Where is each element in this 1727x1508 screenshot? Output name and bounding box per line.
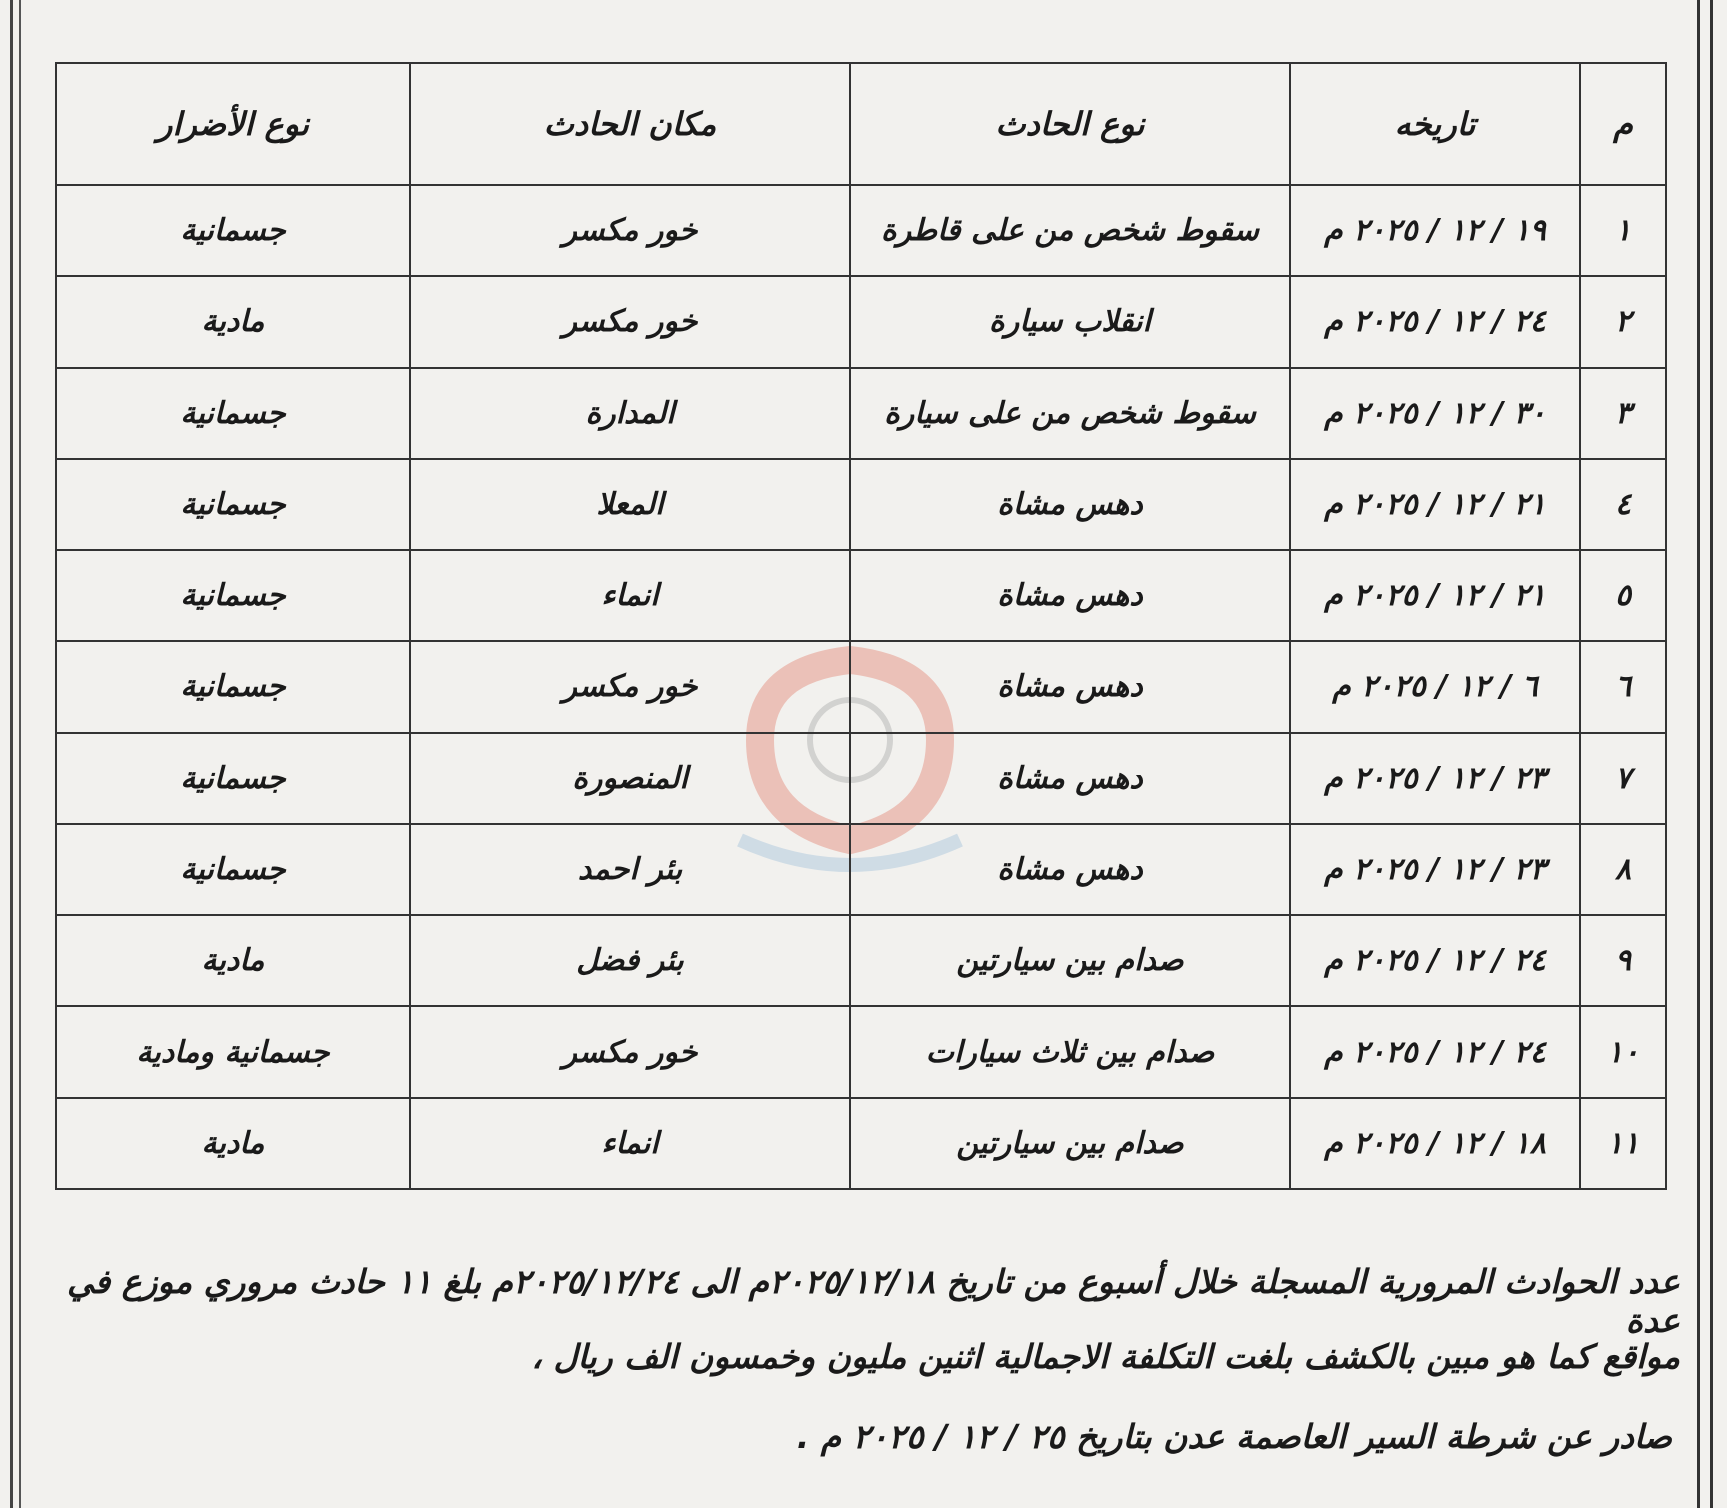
cell-place: المدارة <box>410 368 850 459</box>
table-row <box>56 824 1666 915</box>
cell-place: المعلا <box>410 459 850 550</box>
table-row <box>56 641 1666 732</box>
cell-damage: جسمانية <box>56 459 410 550</box>
cell-num: ٤ <box>1580 459 1666 550</box>
cell-date: ٢١ / ١٢ / ٢٠٢٥ م <box>1290 459 1580 550</box>
cell-type: سقوط شخص من على سيارة <box>850 368 1290 459</box>
cell-place: خور مكسر <box>410 276 850 367</box>
issued-by-line: صادر عن شرطة السير العاصمة عدن بتاريخ ٢٥ / ١٢ / ٢٠٢٥ م . <box>796 1417 1672 1456</box>
cell-type: صدام بين سيارتين <box>850 915 1290 1006</box>
table-row <box>56 1006 1666 1097</box>
cell-type: انقلاب سيارة <box>850 276 1290 367</box>
cell-damage: جسمانية <box>56 733 410 824</box>
table-header-row <box>56 63 1666 185</box>
summary-line-1: عدد الحوادث المرورية المسجلة خلال أسبوع من تاريخ ٢٠٢٥/١٢/١٨م الى ٢٠٢٥/١٢/٢٤م بلغ ١١ حادث مروري موزع في عدة <box>67 1262 1680 1340</box>
cell-type: دهس مشاة <box>850 824 1290 915</box>
cell-place: خور مكسر <box>410 185 850 276</box>
cell-damage: جسمانية <box>56 824 410 915</box>
cell-type: دهس مشاة <box>850 550 1290 641</box>
header-damage: نوع الأضرار <box>56 63 410 185</box>
table-row <box>56 1098 1666 1189</box>
cell-place: المنصورة <box>410 733 850 824</box>
cell-type: دهس مشاة <box>850 459 1290 550</box>
cell-damage: جسمانية <box>56 368 410 459</box>
summary-line-2: مواقع كما هو مبين بالكشف بلغت التكلفة الاجمالية اثنين مليون وخمسون الف ريال ، <box>531 1337 1680 1376</box>
cell-place: بئر احمد <box>410 824 850 915</box>
cell-num: ١٠ <box>1580 1006 1666 1097</box>
cell-place: خور مكسر <box>410 641 850 732</box>
cell-num: ٥ <box>1580 550 1666 641</box>
cell-damage: جسمانية <box>56 550 410 641</box>
cell-date: ٢٣ / ١٢ / ٢٠٢٥ م <box>1290 824 1580 915</box>
accidents-table <box>55 62 1667 1190</box>
cell-damage: جسمانية <box>56 185 410 276</box>
cell-num: ٧ <box>1580 733 1666 824</box>
page-border-left <box>10 0 21 1508</box>
cell-damage: جسمانية <box>56 641 410 732</box>
header-num: م <box>1580 63 1666 185</box>
cell-num: ٢ <box>1580 276 1666 367</box>
cell-type: دهس مشاة <box>850 733 1290 824</box>
cell-type: صدام بين ثلاث سيارات <box>850 1006 1290 1097</box>
table-row <box>56 368 1666 459</box>
cell-num: ١ <box>1580 185 1666 276</box>
cell-num: ٩ <box>1580 915 1666 1006</box>
cell-date: ٢٤ / ١٢ / ٢٠٢٥ م <box>1290 276 1580 367</box>
cell-place: انماء <box>410 1098 850 1189</box>
table-row <box>56 185 1666 276</box>
page-border-right <box>1697 0 1713 1508</box>
header-type: نوع الحادث <box>850 63 1290 185</box>
cell-place: انماء <box>410 550 850 641</box>
cell-type: سقوط شخص من على قاطرة <box>850 185 1290 276</box>
cell-num: ٨ <box>1580 824 1666 915</box>
cell-damage: جسمانية ومادية <box>56 1006 410 1097</box>
cell-num: ١١ <box>1580 1098 1666 1189</box>
header-place: مكان الحادث <box>410 63 850 185</box>
cell-date: ١٨ / ١٢ / ٢٠٢٥ م <box>1290 1098 1580 1189</box>
cell-damage: مادية <box>56 915 410 1006</box>
cell-place: بئر فضل <box>410 915 850 1006</box>
cell-place: خور مكسر <box>410 1006 850 1097</box>
cell-date: ٦ / ١٢ / ٢٠٢٥ م <box>1290 641 1580 732</box>
header-date: تاريخه <box>1290 63 1580 185</box>
cell-date: ١٩ / ١٢ / ٢٠٢٥ م <box>1290 185 1580 276</box>
table-row <box>56 733 1666 824</box>
table-row <box>56 459 1666 550</box>
cell-date: ٢١ / ١٢ / ٢٠٢٥ م <box>1290 550 1580 641</box>
cell-num: ٣ <box>1580 368 1666 459</box>
cell-date: ٢٤ / ١٢ / ٢٠٢٥ م <box>1290 915 1580 1006</box>
cell-date: ٢٤ / ١٢ / ٢٠٢٥ م <box>1290 1006 1580 1097</box>
cell-date: ٣٠ / ١٢ / ٢٠٢٥ م <box>1290 368 1580 459</box>
table-row <box>56 915 1666 1006</box>
table-row <box>56 276 1666 367</box>
cell-damage: مادية <box>56 1098 410 1189</box>
cell-type: دهس مشاة <box>850 641 1290 732</box>
cell-date: ٢٣ / ١٢ / ٢٠٢٥ م <box>1290 733 1580 824</box>
cell-damage: مادية <box>56 276 410 367</box>
table-row <box>56 550 1666 641</box>
cell-type: صدام بين سيارتين <box>850 1098 1290 1189</box>
cell-num: ٦ <box>1580 641 1666 732</box>
